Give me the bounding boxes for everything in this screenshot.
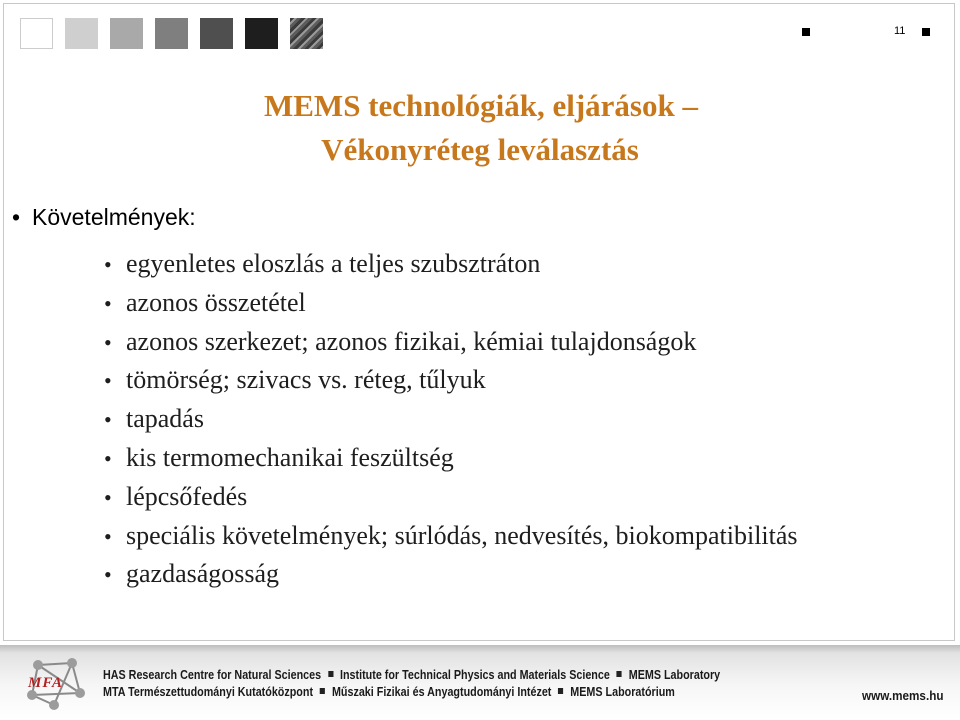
swatch-gray: [110, 18, 143, 49]
swatch-mid-gray: [155, 18, 188, 49]
color-swatch-row: [20, 18, 323, 49]
bullet-icon: •: [104, 407, 112, 433]
requirements-list: [104, 245, 798, 594]
list-item: • azonos szerkezet; azonos fizikai, kémiai tulajdonságok: [104, 323, 798, 362]
list-item: • tapadás: [104, 400, 798, 439]
list-item: • speciális követelmények; súrlódás, nedvesítés, biokompatibilitás: [104, 517, 798, 556]
swatch-white: [20, 18, 53, 49]
swatch-dark-gray: [200, 18, 233, 49]
bullet-icon: •: [104, 445, 112, 471]
mfa-logo: [26, 655, 86, 711]
footer-line-english: HAS Research Centre for Natural Sciences Institute for Technical Physics and Materials Science MEMS Laboratory: [103, 668, 721, 682]
bullet-icon: •: [12, 204, 21, 230]
bullet-icon: •: [104, 562, 112, 588]
page-number: 11: [894, 25, 906, 37]
footer-line-hungarian: MTA Természettudományi Kutatóközpont Műszaki Fizikai és Anyagtudományi Intézet MEMS Laboratórium: [103, 685, 675, 699]
title-line-2: Vékonyréteg leválasztás: [321, 132, 639, 167]
square-separator-icon: [320, 688, 325, 694]
logo-text: MFA: [28, 675, 63, 691]
list-item: • tömörség; szivacs vs. réteg, tűlyuk: [104, 361, 798, 400]
list-item: • kis termomechanikai feszültség: [104, 439, 798, 478]
square-separator-icon: [617, 671, 622, 677]
slide-title: [0, 84, 960, 172]
requirements-heading: [12, 204, 196, 231]
list-item: • egyenletes eloszlás a teljes szubsztráton: [104, 245, 798, 284]
website-url: www.mems.hu: [862, 688, 944, 703]
list-item: • lépcsőfedés: [104, 478, 798, 517]
bullet-icon: •: [104, 290, 112, 316]
bullet-icon: •: [104, 329, 112, 355]
footer-band: [0, 645, 960, 720]
bullet-icon: •: [104, 252, 112, 277]
swatch-black: [245, 18, 278, 49]
bullet-icon: •: [104, 523, 112, 549]
bullet-icon: •: [104, 484, 112, 510]
page-number-area: [802, 24, 932, 40]
square-separator-icon: [558, 688, 563, 694]
swatch-photo-image: [290, 18, 323, 49]
title-line-1: MEMS technológiák, eljárások –: [264, 88, 698, 123]
list-item: • gazdaságosság: [104, 555, 798, 594]
square-bullet-icon: [922, 28, 930, 36]
swatch-light-gray: [65, 18, 98, 49]
heading-text: Követelmények:: [32, 204, 196, 230]
list-item: • azonos összetétel: [104, 284, 798, 323]
bullet-icon: •: [104, 368, 112, 394]
square-bullet-icon: [802, 28, 810, 36]
square-separator-icon: [328, 671, 333, 677]
